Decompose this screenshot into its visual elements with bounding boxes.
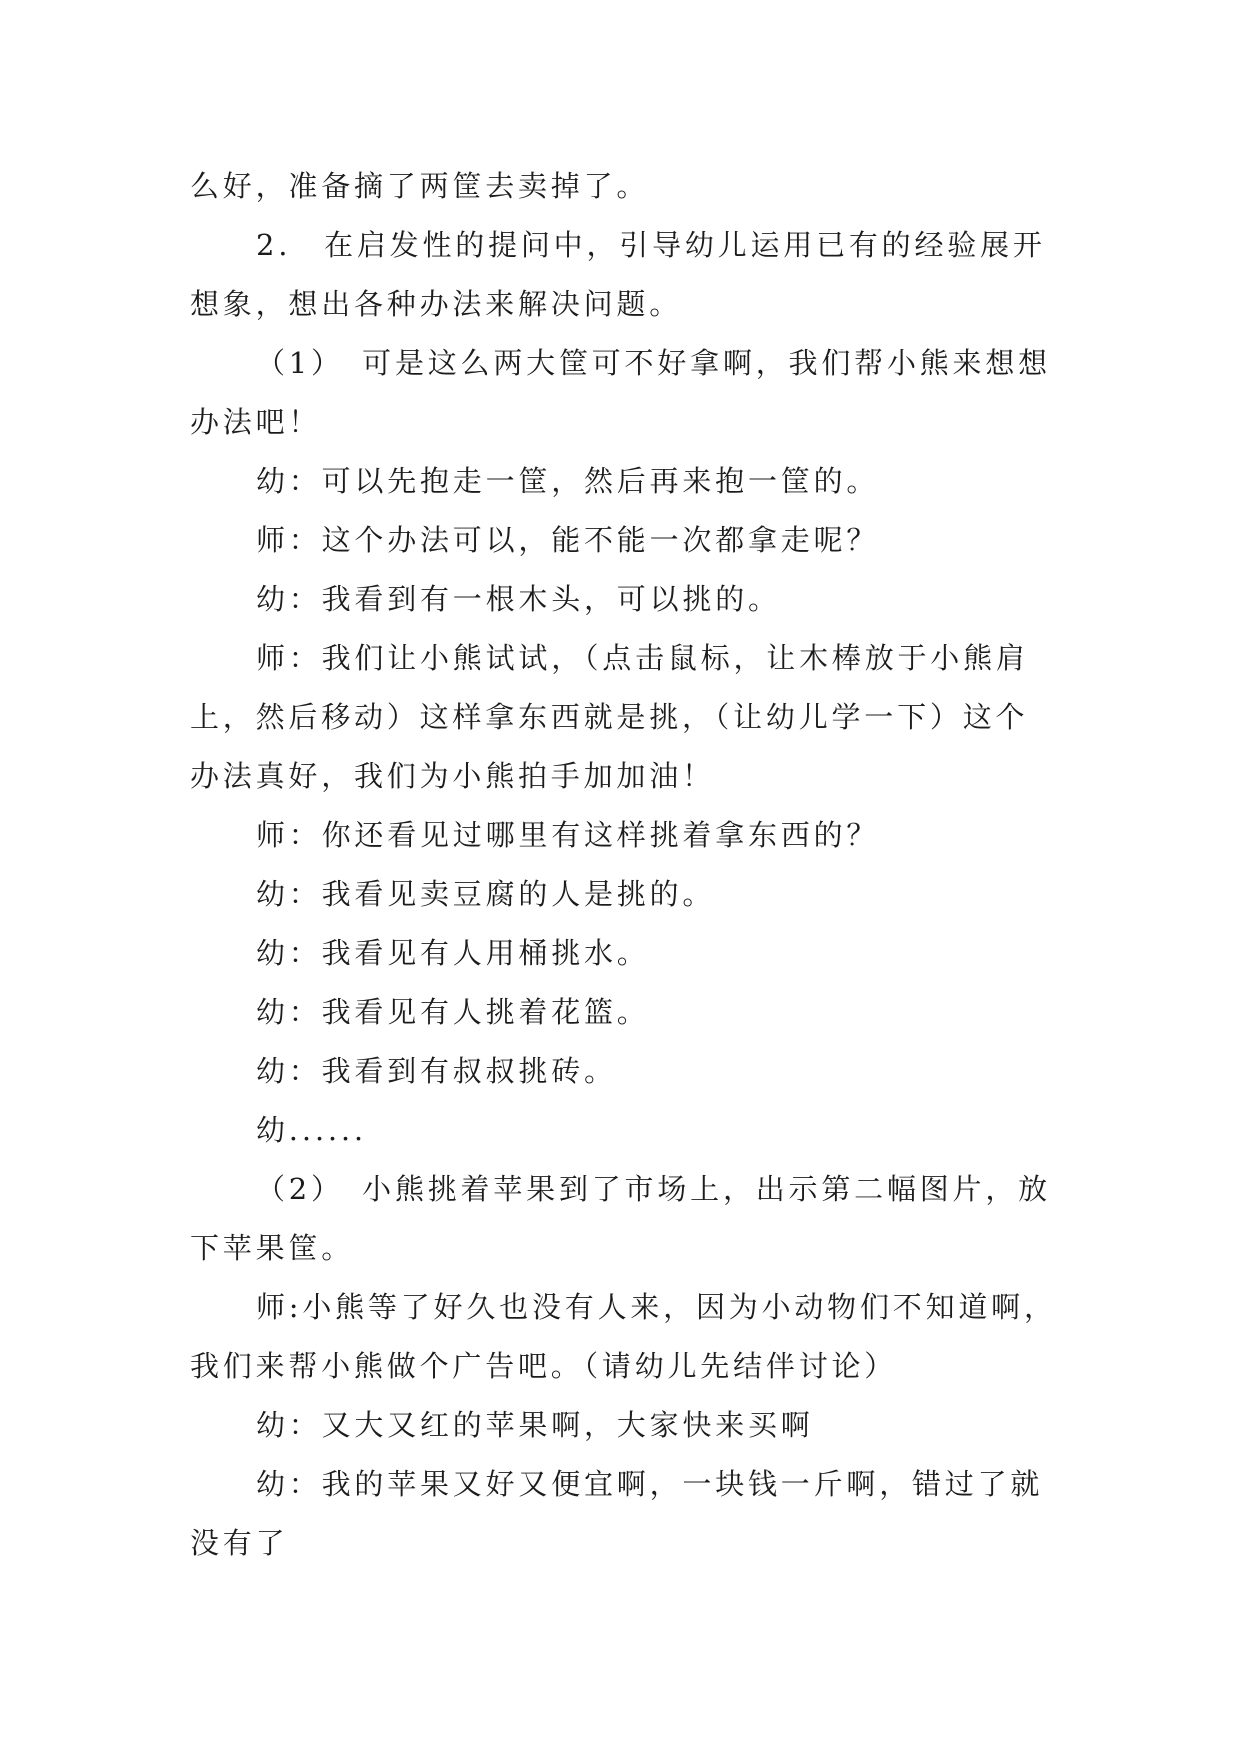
text-line: （1） 可是这么两大筐可不好拿啊，我们帮小熊来想想: [256, 346, 1051, 380]
text-line: 师：你还看见过哪里有这样挑着拿东西的？: [256, 818, 880, 852]
text-line: 幼：我看见有人用桶挑水。: [256, 936, 650, 970]
text-line: 幼......: [256, 1113, 367, 1147]
text-line: 我们来帮小熊做个广告吧。（请幼儿先结伴讨论）: [190, 1349, 898, 1383]
text-line: 2. 在启发性的提问中，引导幼儿运用已有的经验展开: [256, 228, 1046, 262]
text-line: 办法真好，我们为小熊拍手加加油！: [190, 759, 715, 793]
text-line: 幼：可以先抱走一筐，然后再来抱一筐的。: [256, 464, 880, 498]
text-line: 幼：又大又红的苹果啊，大家快来买啊: [256, 1408, 814, 1442]
text-line: 幼：我看见有人挑着花篮。: [256, 995, 650, 1029]
text-line: 幼：我看见卖豆腐的人是挑的。: [256, 877, 716, 911]
text-line: 下苹果筐。: [190, 1231, 355, 1265]
text-line: 幼：我看到有叔叔挑砖。: [256, 1054, 617, 1088]
text-line: 上，然后移动）这样拿东西就是挑，（让幼儿学一下）这个: [190, 700, 1029, 734]
text-line: 没有了: [190, 1526, 289, 1560]
text-line: 幼：我看到有一根木头，可以挑的。: [256, 582, 781, 616]
text-line: 想象，想出各种办法来解决问题。: [190, 287, 683, 321]
text-line: 办法吧！: [190, 405, 322, 439]
text-line: 么好，准备摘了两筐去卖掉了。: [190, 169, 650, 203]
text-line: 师：这个办法可以，能不能一次都拿走呢？: [256, 523, 880, 557]
text-line: 师：我们让小熊试试，（点击鼠标，让木棒放于小熊肩: [256, 641, 1029, 675]
text-line: 幼：我的苹果又好又便宜啊，一块钱一斤啊，错过了就: [256, 1467, 1044, 1501]
text-line: 师:小熊等了好久也没有人来，因为小动物们不知道啊，: [256, 1290, 1057, 1324]
text-line: （2） 小熊挑着苹果到了市场上，出示第二幅图片，放: [256, 1172, 1051, 1206]
